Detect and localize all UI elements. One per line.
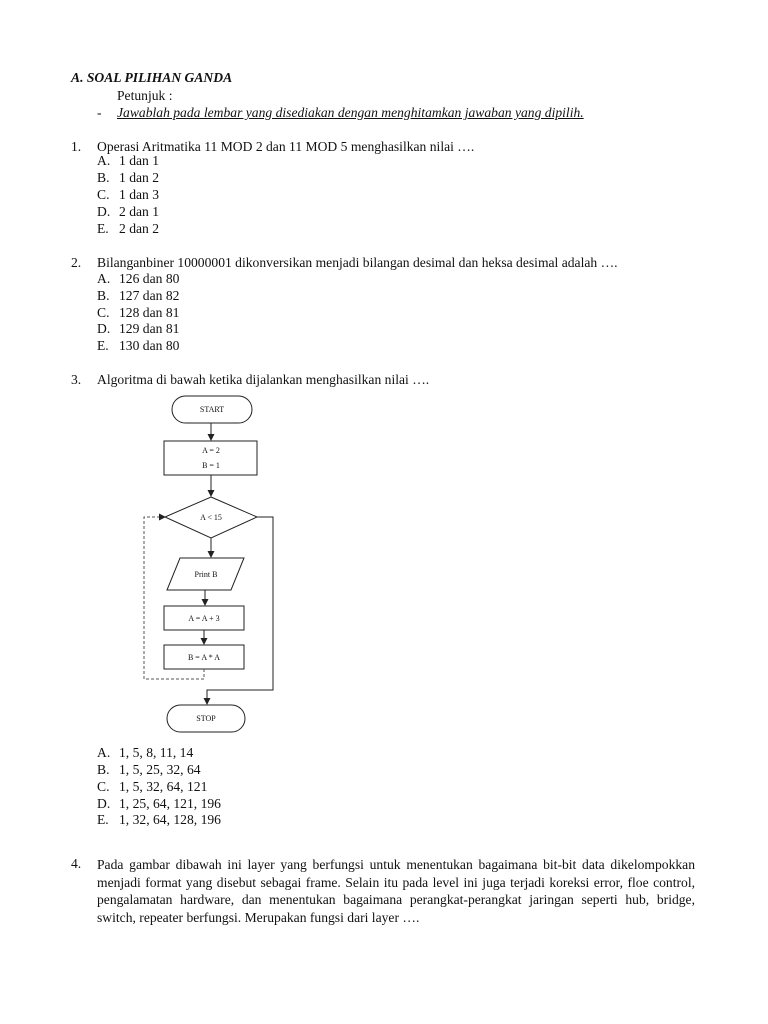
option-text: 127 dan 82 — [119, 288, 180, 303]
start-label: START — [199, 405, 225, 414]
option-text: 1, 5, 8, 11, 14 — [119, 745, 194, 760]
question-number: 1. — [71, 139, 82, 154]
init-b-label: B = 1 — [202, 461, 220, 470]
question-text: Bilanganbiner 10000001 dikonversikan menjadi bilangan desimal dan heksa desimal adalah …. — [97, 255, 618, 270]
instruction-label: Petunjuk : — [117, 88, 173, 103]
option-text: 1, 25, 64, 121, 196 — [119, 796, 221, 811]
option-text: 128 dan 81 — [119, 305, 180, 320]
instruction-bullet: - — [97, 105, 102, 120]
option-text: 2 dan 2 — [119, 221, 160, 236]
condition-label: A < 15 — [200, 513, 222, 522]
option-text: 1, 5, 32, 64, 121 — [119, 779, 208, 794]
option-text: 1 dan 3 — [119, 187, 160, 202]
option-letter: E. — [97, 338, 109, 353]
question-number: 2. — [71, 255, 82, 270]
question-text: Operasi Aritmatika 11 MOD 2 dan 11 MOD 5 menghasilkan nilai …. — [97, 139, 475, 154]
option-letter: A. — [97, 745, 111, 760]
stop-label: STOP — [196, 714, 216, 723]
question-number: 3. — [71, 372, 82, 387]
section-title: A. SOAL PILIHAN GANDA — [71, 70, 233, 85]
option-letter: D. — [97, 204, 111, 219]
false-exit-line — [207, 517, 273, 704]
init-a-label: A = 2 — [202, 446, 220, 455]
instruction-text: Jawablah pada lembar yang disediakan dengan menghitamkan jawaban yang dipilih. — [117, 105, 584, 120]
option-text: 2 dan 1 — [119, 204, 160, 219]
question-text: Algoritma di bawah ketika dijalankan menghasilkan nilai …. — [97, 372, 430, 387]
option-letter: B. — [97, 288, 110, 303]
question-text: Pada gambar dibawah ini layer yang berfungsi untuk menentukan bagaimana bit-bit data dikelompokkan menjadi format yang disebut sebagai frame. Selain itu pada level ini juga terjadi koreksi error, floe control, pengalamatan hardware, dan menentukan bagaimana perangkat-perangkat jaringan seperti hub, bridge, switch, repeater berfungsi. Merupakan fungsi dari layer …. — [97, 857, 695, 925]
option-text: 1, 32, 64, 128, 196 — [119, 812, 221, 827]
option-letter: A. — [97, 271, 111, 286]
option-letter: B. — [97, 170, 110, 185]
option-letter: D. — [97, 796, 111, 811]
option-text: 130 dan 80 — [119, 338, 180, 353]
option-text: 129 dan 81 — [119, 321, 180, 336]
option-text: 1 dan 1 — [119, 153, 160, 168]
option-letter: E. — [97, 221, 109, 236]
question-number: 4. — [71, 856, 82, 871]
option-text: 1, 5, 25, 32, 64 — [119, 762, 201, 777]
option-text: 126 dan 80 — [119, 271, 180, 286]
print-label: Print B — [194, 570, 218, 579]
option-letter: A. — [97, 153, 111, 168]
option-letter: E. — [97, 812, 109, 827]
option-letter: D. — [97, 321, 111, 336]
step1-label: A = A + 3 — [188, 614, 220, 623]
option-text: 1 dan 2 — [119, 170, 160, 185]
option-letter: C. — [97, 305, 110, 320]
option-letter: C. — [97, 187, 110, 202]
option-letter: B. — [97, 762, 110, 777]
step2-label: B = A * A — [187, 653, 221, 662]
option-letter: C. — [97, 779, 110, 794]
